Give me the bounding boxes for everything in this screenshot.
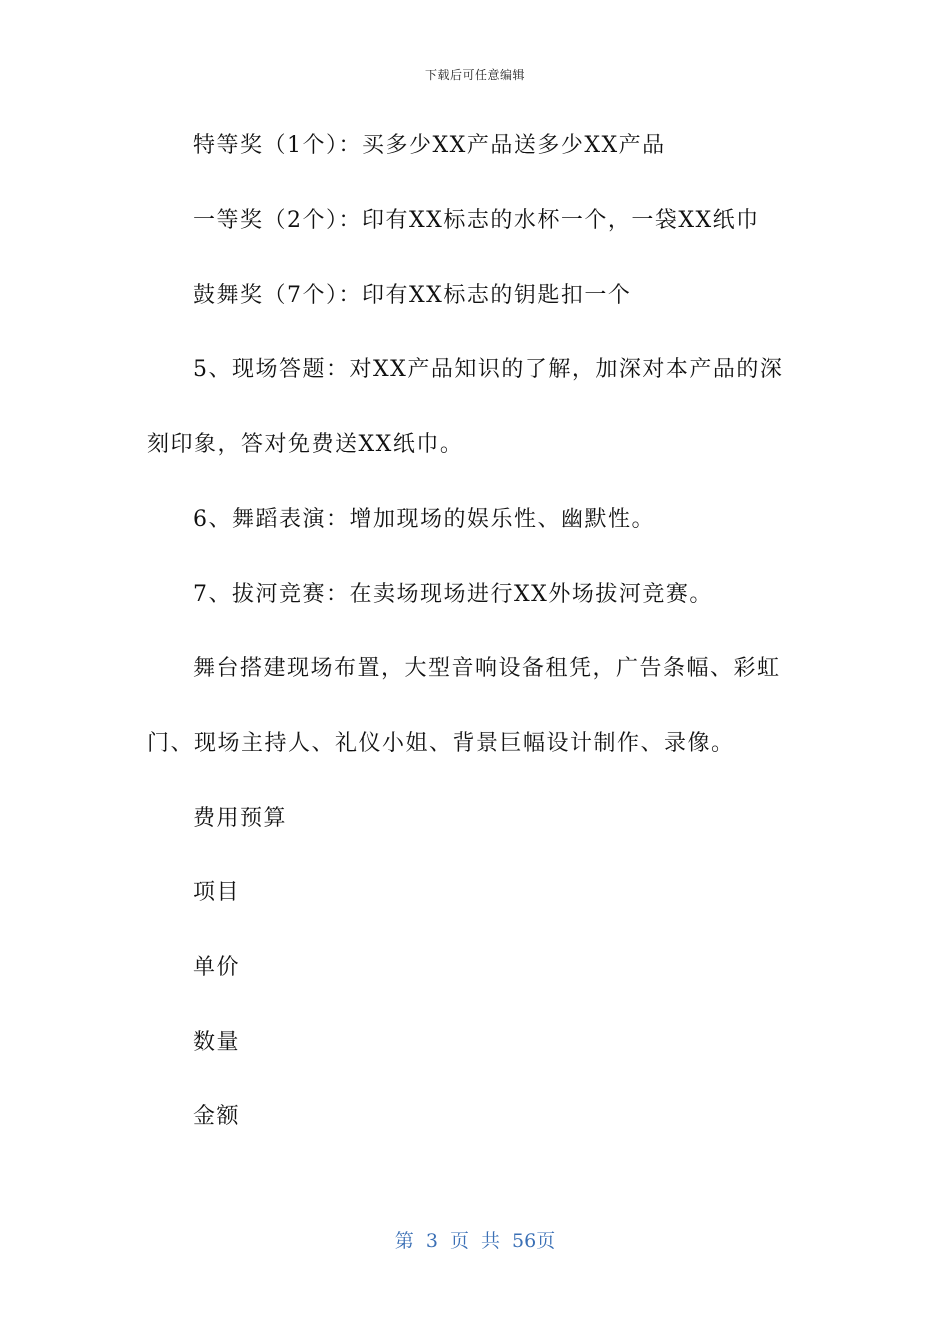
activity-tug-of-war: 7、拔河竞赛：在卖场现场进行XX外场拔河竞赛。 — [193, 582, 713, 607]
activity-dance: 6、舞蹈表演：增加现场的娱乐性、幽默性。 — [193, 507, 655, 532]
section-heading-budget: 费用预算 — [193, 806, 288, 831]
prize-first: 一等奖（2个）：印有XX标志的水杯一个，一袋XX纸巾 — [193, 208, 760, 233]
budget-amount-label: 金额 — [193, 1104, 241, 1129]
budget-unit-price-label: 单价 — [193, 955, 241, 980]
stage-setup: 舞台搭建现场布置，大型音响设备租凭，广告条幅、彩虹 — [193, 656, 781, 681]
budget-quantity-label: 数量 — [193, 1030, 241, 1055]
page-header: 下载后可任意编辑 — [424, 68, 525, 82]
page-number-footer: 第 3 页 共 56页 — [394, 1230, 556, 1252]
prize-encouragement: 鼓舞奖（7个）：印有XX标志的钥匙扣一个 — [193, 283, 632, 308]
budget-item-label: 项目 — [193, 880, 241, 905]
stage-setup-continued: 门、现场主持人、礼仪小姐、背景巨幅设计制作、录像。 — [147, 731, 735, 756]
activity-quiz-continued: 刻印象，答对免费送XX纸巾。 — [147, 432, 464, 457]
prize-grand: 特等奖（1个）：买多少XX产品送多少XX产品 — [193, 133, 666, 158]
activity-quiz: 5、现场答题：对XX产品知识的了解，加深对本产品的深 — [193, 357, 784, 382]
